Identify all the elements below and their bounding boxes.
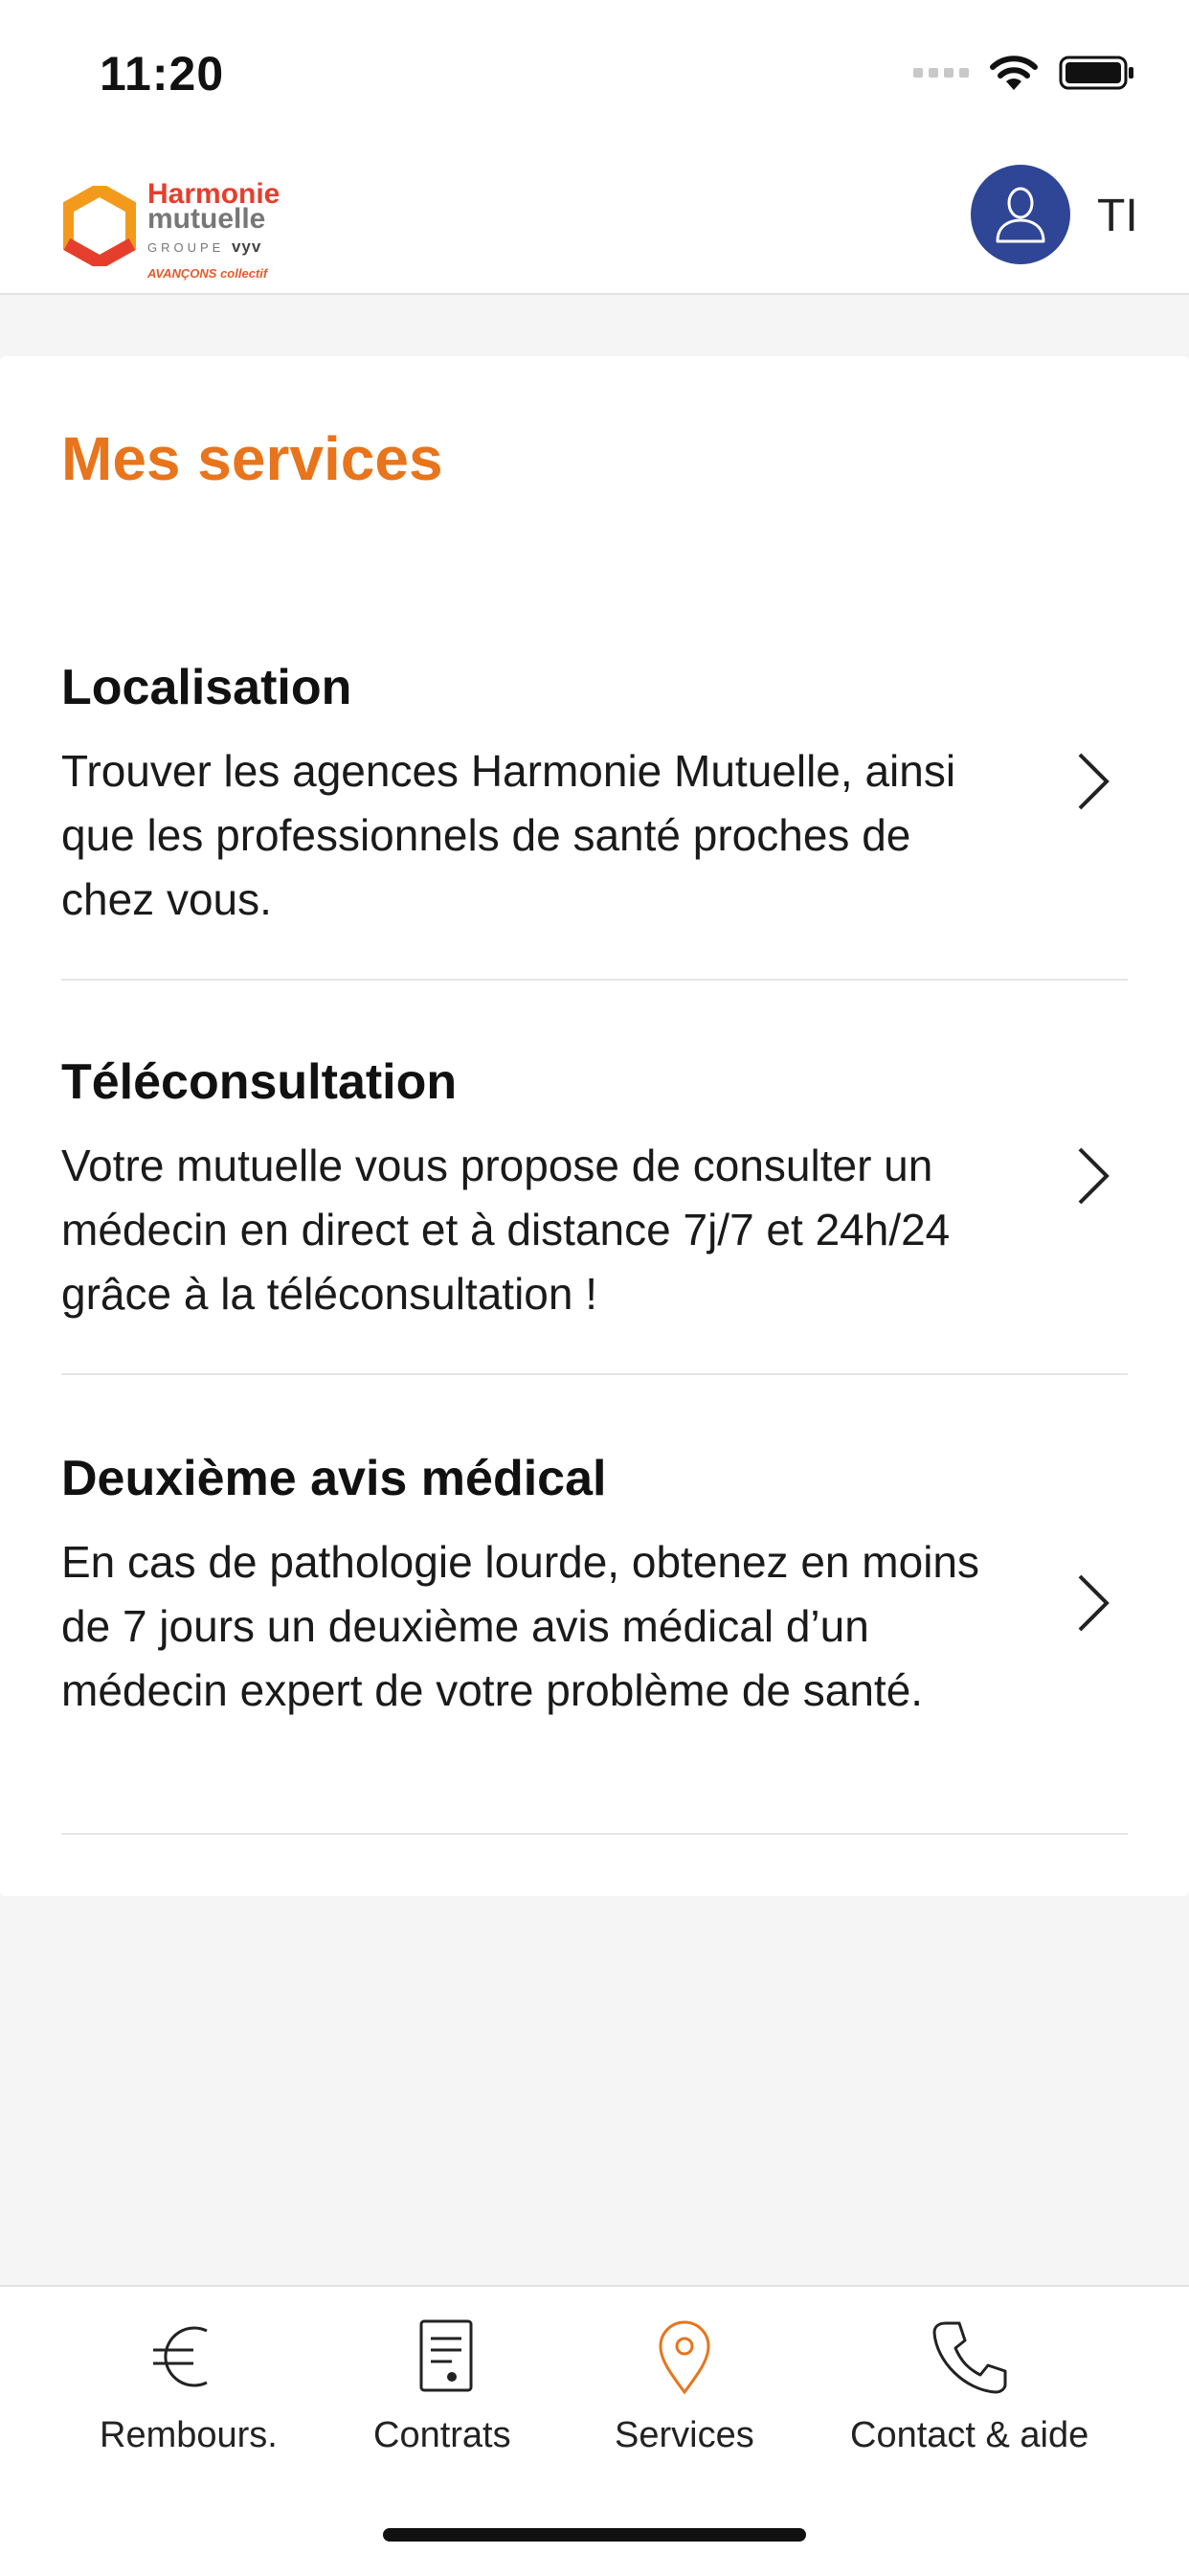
status-icons [913,54,1135,92]
service-description: Trouver les agences Harmonie Mutuelle, ainsi que les professionnels de santé proches de chez vous. [61,746,956,924]
service-description: En cas de pathologie lourde, obtenez en moins de 7 jours un deuxième avis médical d’un médecin expert de votre problème de santé. [61,1537,979,1715]
chevron-right-icon [1072,1145,1114,1207]
cellular-signal-icon [913,68,969,78]
euro-icon [144,2314,230,2400]
wifi-icon [988,54,1040,92]
logo-line2: mutuelle [147,203,266,235]
services-card [0,356,1189,1896]
harmonie-mutuelle-logo[interactable] [63,174,303,280]
location-pin-icon [641,2314,728,2400]
user-icon [992,184,1049,245]
battery-icon [1059,54,1135,92]
chevron-right-icon [1072,1572,1114,1634]
service-title: Deuxième avis médical [61,1451,607,1506]
logo-slogan: AVANÇONS collectif [147,266,268,281]
user-avatar-button[interactable] [971,165,1070,264]
tab-label: Contact & aide [850,2415,1089,2455]
document-icon [402,2314,488,2400]
user-initials[interactable]: TI [1097,191,1138,241]
tab-services[interactable] [603,2287,766,2497]
tab-rembours[interactable] [86,2287,287,2497]
logo-text [147,178,280,281]
service-description: Votre mutuelle vous propose de consulter un médecin en direct et à distance 7j/7 et 24h/24 grâce à la téléconsultation ! [61,1141,951,1319]
service-teleconsultation[interactable] [61,1053,1128,1375]
status-bar [0,0,1189,144]
home-indicator[interactable] [383,2528,806,2542]
tab-label: Rembours. [100,2415,278,2455]
service-localisation[interactable] [61,659,1128,981]
tab-label: Services [615,2415,754,2455]
page-title: Mes services [61,424,443,493]
app-header [0,144,1189,295]
service-title: Localisation [61,660,352,715]
tab-contact-aide[interactable] [842,2287,1091,2497]
phone-icon [927,2314,1013,2400]
service-title: Téléconsultation [61,1054,458,1110]
logo-group: GROUPE vyv [147,237,262,256]
logo-group-brand: vyv [231,237,262,256]
chevron-right-icon [1072,751,1114,812]
service-deuxieme-avis-medical[interactable] [61,1450,1128,1835]
hexagon-logo-icon [63,186,136,266]
tab-label: Contrats [373,2415,511,2455]
status-time: 11:20 [100,47,225,101]
logo-line1: Harmonie [147,178,280,210]
tab-contrats[interactable] [364,2287,527,2497]
